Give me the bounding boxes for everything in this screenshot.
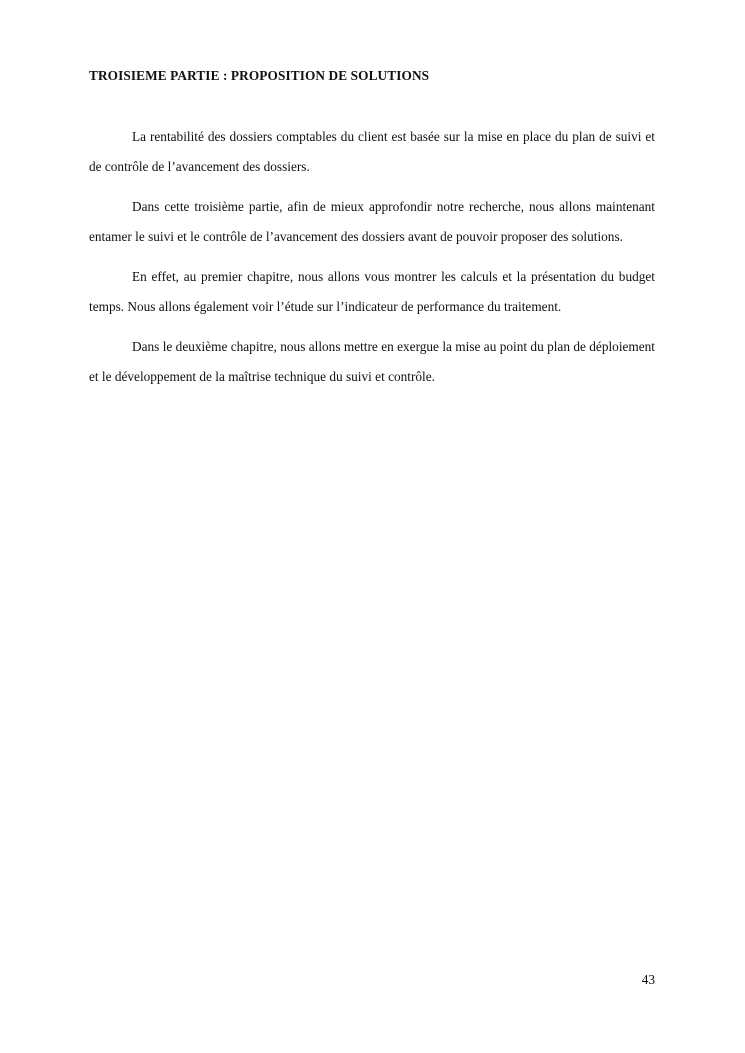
paragraph-3: En effet, au premier chapitre, nous allons vous montrer les calculs et la présentation du budget temps. Nous allons également voir l’étude sur l’indicateur de performance du traitement.	[89, 269, 655, 314]
section-heading: TROISIEME PARTIE : PROPOSITION DE SOLUTIONS	[89, 68, 430, 83]
paragraph-1: La rentabilité des dossiers comptables du client est basée sur la mise en place du plan de suivi et de contrôle de l’avancement des dossiers.	[89, 129, 655, 174]
paragraph-4: Dans le deuxième chapitre, nous allons mettre en exergue la mise au point du plan de déploiement et le développement de la maîtrise technique du suivi et contrôle.	[89, 339, 655, 384]
paragraph-2: Dans cette troisième partie, afin de mieux approfondir notre recherche, nous allons maintenant entamer le suivi et le contrôle de l’avancement des dossiers avant de pouvoir proposer des solutions.	[89, 199, 655, 244]
body-text	[89, 122, 655, 402]
page-number: 43	[641, 972, 655, 987]
